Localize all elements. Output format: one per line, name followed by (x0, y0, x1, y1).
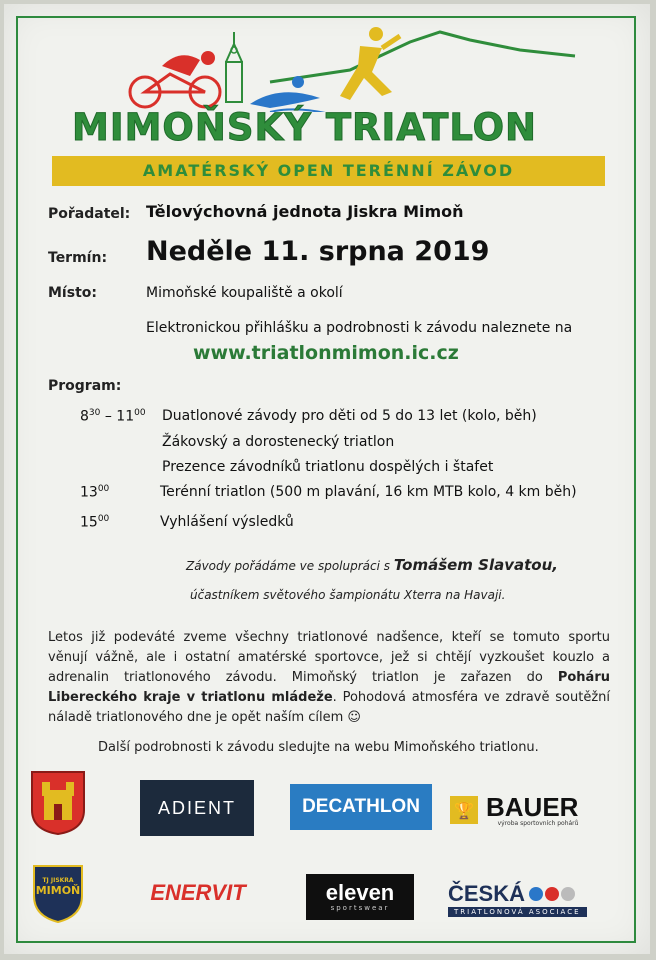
footer-text: Další podrobnosti k závodu sledujte na webu Mimoňského triatlonu. (98, 740, 539, 755)
subtitle-bar (52, 156, 605, 186)
program-label: Program: (48, 378, 122, 394)
place-label: Místo: (48, 285, 97, 301)
program-time-5: $15^{00}$ (80, 514, 110, 531)
program-time-1: $8^{30} - 11^{00}$ (80, 408, 146, 425)
trophy-icon: 🏆 (450, 796, 478, 824)
eleven-logo: eleven sportswear (306, 874, 414, 920)
cooperation-line2: účastníkem světového šampionátu Xterra na Havaji. (190, 588, 506, 602)
cooperation-line1: Závody pořádáme ve spolupráci s Tomášem Slavatou, (186, 556, 558, 574)
church-icon (226, 32, 242, 102)
program-item-5: Vyhlášení výsledků (160, 514, 294, 530)
run-circle-icon (561, 887, 575, 901)
cyclist-icon (130, 51, 220, 107)
registration-text: Elektronickou přihlášku a podrobnosti k závodu naleznete na (146, 320, 573, 336)
decathlon-logo: DECATHLON (290, 784, 432, 830)
intro-paragraph: Letos již podeváté zveme všechny triatlonové nadšence, kteří se tomuto sportu věnují vážně, ale i ostatní amatérské sportovce, jež si chtějí vyzkoušet kouzlo a adrenalin triatlonového závodu. Mimoňský triatlon je zařazen do Poháru Libereckého kraje v triatlonu mládeže. Pohodová atmosféra ve zdravě soutěžní náladě triatlonového dne je opět naším cílem ☺ (48, 630, 610, 725)
place-value: Mimoňské koupaliště a okolí (146, 285, 343, 301)
website-link[interactable]: www.triatlonmimon.ic.cz (193, 342, 459, 364)
athletes-illustration (120, 22, 580, 112)
organizer-value: Tělovýchovná jednota Jiskra Mimoň (146, 202, 464, 221)
date-label: Termín: (48, 250, 108, 266)
event-subtitle: AMATÉRSKÝ OPEN TERÉNNÍ ZÁVOD (142, 161, 515, 180)
cup-name: Poháru Libereckého kraje v triatlonu mládeže (48, 670, 610, 705)
mimon-coat-of-arms-logo (30, 770, 86, 836)
event-title: MIMOŇSKÝ TRIATLON (72, 106, 537, 149)
swim-circle-icon (529, 887, 543, 901)
bike-circle-icon (545, 887, 559, 901)
program-item-1: Duatlonové závody pro děti od 5 do 13 let (kolo, běh) (162, 408, 537, 424)
tj-jiskra-logo: TJ JISKRA MIMOŇ (30, 862, 86, 924)
bauer-logo: 🏆 BAUER výroba sportovních pohárů (450, 790, 616, 830)
cooperation-name: Tomášem Slavatou, (393, 556, 558, 574)
adient-logo: ADIENT (140, 780, 254, 836)
ceska-triatlonova-asociace-logo: ČESKÁ TRIATLONOVÁ ASOCIACE (448, 880, 626, 918)
enervit-logo: ENERVIT (150, 880, 246, 905)
runner-icon (340, 27, 400, 100)
program-item-2: Žákovský a dorostenecký triatlon (162, 434, 395, 450)
organizer-label: Pořadatel: (48, 206, 131, 222)
program-item-3: Prezence závodníků triatlonu dospělých i štafet (162, 459, 494, 475)
program-item-4: Terénní triatlon (500 m plavání, 16 km MTB kolo, 4 km běh) (160, 484, 577, 500)
date-value: Neděle 11. srpna 2019 (146, 236, 490, 267)
program-time-4: $13^{00}$ (80, 484, 110, 501)
